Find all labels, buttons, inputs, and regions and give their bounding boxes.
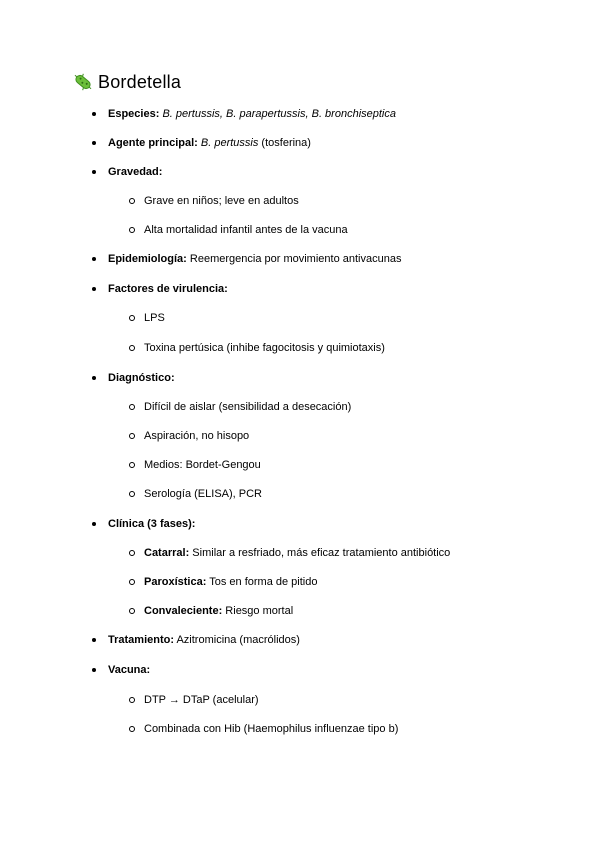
item-label: Clínica (3 fases): bbox=[108, 518, 196, 530]
sub-item bbox=[144, 575, 317, 589]
item-label: Agente principal: bbox=[108, 137, 198, 149]
bacteria-icon bbox=[72, 71, 94, 93]
item-label: Vacuna: bbox=[108, 664, 151, 676]
bullet-icon bbox=[92, 668, 96, 672]
sub-item bbox=[144, 194, 299, 208]
sub-item bbox=[144, 693, 259, 707]
list-item-especies bbox=[108, 107, 396, 121]
sub-item-text: Alta mortalidad infantil antes de la vacuna bbox=[144, 224, 348, 236]
phase-text: Tos en forma de pitido bbox=[206, 576, 318, 588]
phase-label: Convaleciente: bbox=[144, 605, 223, 617]
bullet-icon bbox=[92, 638, 96, 642]
item-text: (tosferina) bbox=[258, 137, 311, 149]
circle-bullet-icon bbox=[129, 608, 135, 614]
circle-bullet-icon bbox=[129, 462, 135, 468]
list-item-epidemiologia bbox=[108, 252, 401, 266]
circle-bullet-icon bbox=[129, 550, 135, 556]
item-label: Epidemiología: bbox=[108, 253, 187, 265]
sub-item bbox=[144, 722, 398, 736]
sub-item-text: LPS bbox=[144, 312, 165, 324]
sub-item-text: DTP → DTaP (acelular) bbox=[144, 694, 259, 706]
circle-bullet-icon bbox=[129, 345, 135, 351]
item-italic: B. pertussis bbox=[200, 137, 259, 149]
bullet-icon bbox=[92, 257, 96, 261]
sub-item bbox=[144, 223, 348, 237]
sub-item bbox=[144, 341, 385, 355]
item-label: Gravedad: bbox=[108, 166, 163, 178]
bullet-icon bbox=[92, 112, 96, 116]
circle-bullet-icon bbox=[129, 491, 135, 497]
circle-bullet-icon bbox=[129, 404, 135, 410]
sub-item-text: Serología (ELISA), PCR bbox=[144, 488, 262, 500]
list-item-gravedad bbox=[108, 165, 162, 179]
sub-item-text: Medios: Bordet-Gengou bbox=[144, 459, 261, 471]
sub-item-text: Combinada con Hib (Haemophilus influenzae tipo b) bbox=[144, 723, 399, 735]
phase-text: Riesgo mortal bbox=[222, 605, 294, 617]
bullet-icon bbox=[92, 170, 96, 174]
section-heading bbox=[72, 70, 181, 94]
item-text: Reemergencia por movimiento antivacunas bbox=[186, 253, 402, 265]
circle-bullet-icon bbox=[129, 726, 135, 732]
bullet-icon bbox=[92, 287, 96, 291]
sub-item bbox=[144, 429, 249, 443]
item-text: Azitromicina (macrólidos) bbox=[174, 634, 300, 646]
bullet-icon bbox=[92, 376, 96, 380]
list-item-factores bbox=[108, 282, 228, 296]
circle-bullet-icon bbox=[129, 227, 135, 233]
phase-label: Paroxística: bbox=[144, 576, 207, 588]
phase-text: Similar a resfriado, más eficaz tratamiento antibiótico bbox=[189, 547, 451, 559]
sub-item bbox=[144, 487, 262, 501]
circle-bullet-icon bbox=[129, 697, 135, 703]
sub-item bbox=[144, 604, 293, 618]
sub-item-text: Difícil de aislar (sensibilidad a desecación) bbox=[144, 401, 352, 413]
bullet-icon bbox=[92, 141, 96, 145]
item-text: B. pertussis, B. parapertussis, B. bronchiseptica bbox=[162, 108, 396, 120]
list-item-tratamiento bbox=[108, 633, 300, 647]
list-item-agente bbox=[108, 136, 311, 150]
sub-item bbox=[144, 546, 450, 560]
list-item-clinica bbox=[108, 517, 195, 531]
sub-item bbox=[144, 311, 165, 325]
sub-item-text: Grave en niños; leve en adultos bbox=[144, 195, 299, 207]
item-label: Factores de virulencia: bbox=[108, 283, 228, 295]
sub-item-text: Toxina pertúsica (inhibe fagocitosis y quimiotaxis) bbox=[144, 342, 385, 354]
item-label: Tratamiento: bbox=[108, 634, 175, 646]
circle-bullet-icon bbox=[129, 433, 135, 439]
list-item-diagnostico bbox=[108, 371, 175, 385]
item-label: Especies: bbox=[108, 108, 160, 120]
list-item-vacuna bbox=[108, 663, 150, 677]
sub-item bbox=[144, 458, 261, 472]
phase-label: Catarral: bbox=[144, 547, 190, 559]
circle-bullet-icon bbox=[129, 198, 135, 204]
item-label: Diagnóstico: bbox=[108, 372, 175, 384]
circle-bullet-icon bbox=[129, 579, 135, 585]
sub-item bbox=[144, 400, 351, 414]
circle-bullet-icon bbox=[129, 315, 135, 321]
bullet-icon bbox=[92, 522, 96, 526]
sub-item-text: Aspiración, no hisopo bbox=[144, 430, 250, 442]
page-title: Bordetella bbox=[98, 71, 182, 92]
